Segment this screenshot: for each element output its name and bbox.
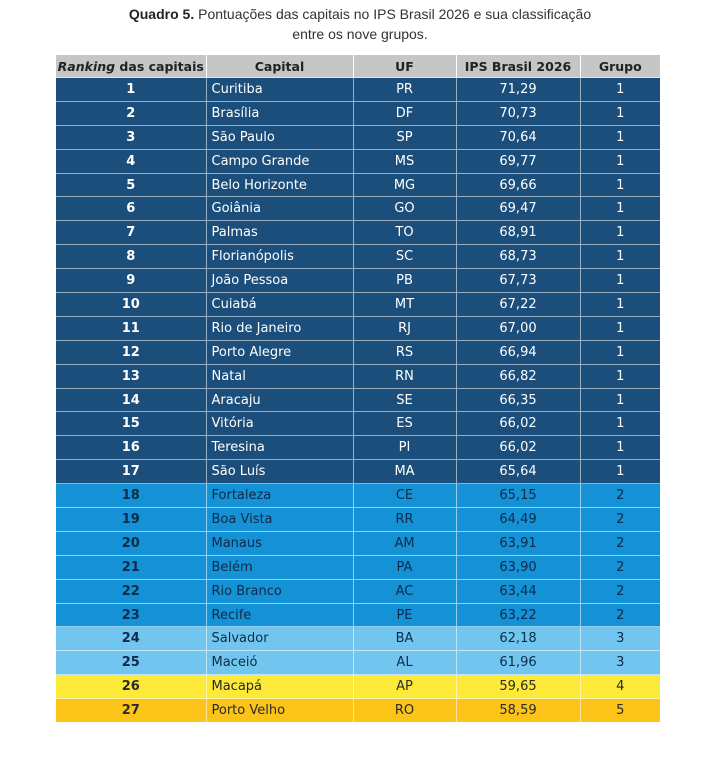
table-header-row <box>56 55 660 78</box>
table-row <box>56 508 660 532</box>
header-grupo: Grupo <box>580 55 660 78</box>
cell-uf: RR <box>353 508 456 532</box>
table-row <box>56 675 660 699</box>
table-row <box>56 221 660 245</box>
cell-capital: Rio de Janeiro <box>206 316 353 340</box>
cell-grupo: 1 <box>580 388 660 412</box>
cell-ips-score: 67,22 <box>456 293 580 317</box>
cell-capital: João Pessoa <box>206 269 353 293</box>
cell-grupo: 1 <box>580 316 660 340</box>
cell-capital: São Luís <box>206 460 353 484</box>
table-row <box>56 651 660 675</box>
cell-grupo: 1 <box>580 149 660 173</box>
cell-rank: 5 <box>56 173 206 197</box>
cell-capital: Florianópolis <box>206 245 353 269</box>
cell-capital: Vitória <box>206 412 353 436</box>
cell-uf: MG <box>353 173 456 197</box>
cell-capital: Curitiba <box>206 78 353 102</box>
cell-capital: Cuiabá <box>206 293 353 317</box>
header-ranking <box>56 55 206 78</box>
cell-ips-score: 65,64 <box>456 460 580 484</box>
cell-ips-score: 59,65 <box>456 675 580 699</box>
cell-capital: Campo Grande <box>206 149 353 173</box>
cell-rank: 14 <box>56 388 206 412</box>
cell-uf: PB <box>353 269 456 293</box>
cell-grupo: 1 <box>580 125 660 149</box>
table-caption <box>0 4 720 44</box>
cell-ips-score: 69,77 <box>456 149 580 173</box>
cell-capital: Porto Velho <box>206 699 353 722</box>
cell-rank: 4 <box>56 149 206 173</box>
cell-grupo: 4 <box>580 675 660 699</box>
cell-uf: ES <box>353 412 456 436</box>
cell-uf: RN <box>353 364 456 388</box>
cell-ips-score: 61,96 <box>456 651 580 675</box>
table-row <box>56 269 660 293</box>
cell-grupo: 1 <box>580 245 660 269</box>
caption-label: Quadro 5. <box>128 6 195 22</box>
cell-capital: Salvador <box>206 627 353 651</box>
cell-rank: 24 <box>56 627 206 651</box>
table-row <box>56 316 660 340</box>
table-row <box>56 436 660 460</box>
cell-uf: AL <box>353 651 456 675</box>
cell-grupo: 1 <box>580 269 660 293</box>
cell-ips-score: 69,66 <box>456 173 580 197</box>
cell-grupo: 2 <box>580 603 660 627</box>
cell-uf: SE <box>353 388 456 412</box>
cell-rank: 3 <box>56 125 206 149</box>
cell-capital: Boa Vista <box>206 508 353 532</box>
cell-capital: Aracaju <box>206 388 353 412</box>
cell-capital: Palmas <box>206 221 353 245</box>
cell-rank: 20 <box>56 531 206 555</box>
cell-capital: Fortaleza <box>206 484 353 508</box>
cell-capital: Teresina <box>206 436 353 460</box>
table-row <box>56 603 660 627</box>
cell-grupo: 2 <box>580 484 660 508</box>
cell-rank: 15 <box>56 412 206 436</box>
cell-uf: MT <box>353 293 456 317</box>
table-row <box>56 340 660 364</box>
table-row <box>56 579 660 603</box>
cell-rank: 16 <box>56 436 206 460</box>
cell-rank: 12 <box>56 340 206 364</box>
header-ips: IPS Brasil 2026 <box>456 55 580 78</box>
table-row <box>56 484 660 508</box>
caption-text-1: Pontuações das capitais no IPS Brasil 2026 e sua classificação <box>198 6 592 22</box>
cell-capital: Macapá <box>206 675 353 699</box>
cell-ips-score: 65,15 <box>456 484 580 508</box>
cell-uf: SP <box>353 125 456 149</box>
cell-grupo: 1 <box>580 78 660 102</box>
cell-ips-score: 62,18 <box>456 627 580 651</box>
header-ranking-italic: Ranking <box>57 58 116 74</box>
table-row <box>56 149 660 173</box>
cell-rank: 19 <box>56 508 206 532</box>
cell-rank: 2 <box>56 101 206 125</box>
cell-rank: 8 <box>56 245 206 269</box>
cell-capital: Belém <box>206 555 353 579</box>
cell-rank: 7 <box>56 221 206 245</box>
cell-grupo: 1 <box>580 293 660 317</box>
cell-ips-score: 67,00 <box>456 316 580 340</box>
table-row <box>56 245 660 269</box>
cell-capital: Belo Horizonte <box>206 173 353 197</box>
cell-rank: 10 <box>56 293 206 317</box>
cell-grupo: 3 <box>580 627 660 651</box>
table-row <box>56 78 660 102</box>
cell-uf: MA <box>353 460 456 484</box>
cell-uf: PI <box>353 436 456 460</box>
cell-ips-score: 58,59 <box>456 699 580 722</box>
header-capital: Capital <box>206 55 353 78</box>
cell-ips-score: 66,82 <box>456 364 580 388</box>
cell-capital: Maceió <box>206 651 353 675</box>
cell-grupo: 2 <box>580 579 660 603</box>
cell-uf: DF <box>353 101 456 125</box>
cell-rank: 18 <box>56 484 206 508</box>
cell-ips-score: 63,44 <box>456 579 580 603</box>
cell-rank: 11 <box>56 316 206 340</box>
cell-grupo: 3 <box>580 651 660 675</box>
cell-grupo: 1 <box>580 197 660 221</box>
cell-ips-score: 69,47 <box>456 197 580 221</box>
header-uf: UF <box>353 55 456 78</box>
table-row <box>56 197 660 221</box>
table-row <box>56 412 660 436</box>
table-row <box>56 364 660 388</box>
cell-rank: 9 <box>56 269 206 293</box>
cell-grupo: 2 <box>580 555 660 579</box>
cell-uf: PE <box>353 603 456 627</box>
cell-grupo: 2 <box>580 508 660 532</box>
cell-uf: MS <box>353 149 456 173</box>
cell-capital: Rio Branco <box>206 579 353 603</box>
cell-uf: AP <box>353 675 456 699</box>
cell-ips-score: 71,29 <box>456 78 580 102</box>
cell-uf: PR <box>353 78 456 102</box>
cell-capital: Manaus <box>206 531 353 555</box>
caption-line-2: entre os nove grupos. <box>292 26 428 42</box>
cell-uf: GO <box>353 197 456 221</box>
cell-rank: 17 <box>56 460 206 484</box>
cell-ips-score: 70,64 <box>456 125 580 149</box>
cell-capital: São Paulo <box>206 125 353 149</box>
cell-grupo: 1 <box>580 101 660 125</box>
table-row <box>56 125 660 149</box>
cell-ips-score: 68,91 <box>456 221 580 245</box>
cell-ips-score: 63,22 <box>456 603 580 627</box>
cell-capital: Natal <box>206 364 353 388</box>
cell-ips-score: 64,49 <box>456 508 580 532</box>
cell-grupo: 1 <box>580 460 660 484</box>
table-row <box>56 293 660 317</box>
cell-capital: Brasília <box>206 101 353 125</box>
cell-rank: 22 <box>56 579 206 603</box>
cell-ips-score: 68,73 <box>456 245 580 269</box>
cell-uf: PA <box>353 555 456 579</box>
cell-uf: SC <box>353 245 456 269</box>
cell-grupo: 1 <box>580 436 660 460</box>
cell-uf: CE <box>353 484 456 508</box>
cell-ips-score: 70,73 <box>456 101 580 125</box>
cell-capital: Porto Alegre <box>206 340 353 364</box>
cell-rank: 26 <box>56 675 206 699</box>
cell-uf: TO <box>353 221 456 245</box>
cell-ips-score: 66,35 <box>456 388 580 412</box>
cell-grupo: 2 <box>580 531 660 555</box>
table-row <box>56 173 660 197</box>
cell-rank: 23 <box>56 603 206 627</box>
cell-ips-score: 67,73 <box>456 269 580 293</box>
cell-ips-score: 66,94 <box>456 340 580 364</box>
cell-rank: 6 <box>56 197 206 221</box>
cell-rank: 1 <box>56 78 206 102</box>
cell-ips-score: 63,90 <box>456 555 580 579</box>
cell-uf: BA <box>353 627 456 651</box>
cell-rank: 25 <box>56 651 206 675</box>
cell-grupo: 1 <box>580 173 660 197</box>
header-ranking-rest: das capitais <box>115 58 204 74</box>
cell-uf: RO <box>353 699 456 722</box>
caption-line-1 <box>0 4 720 24</box>
cell-uf: RS <box>353 340 456 364</box>
cell-grupo: 5 <box>580 699 660 722</box>
ips-ranking-table <box>56 55 660 722</box>
cell-ips-score: 66,02 <box>456 436 580 460</box>
cell-grupo: 1 <box>580 221 660 245</box>
table-row <box>56 388 660 412</box>
cell-uf: AM <box>353 531 456 555</box>
table-row <box>56 101 660 125</box>
table-row <box>56 627 660 651</box>
cell-rank: 21 <box>56 555 206 579</box>
cell-rank: 13 <box>56 364 206 388</box>
cell-uf: RJ <box>353 316 456 340</box>
table-row <box>56 555 660 579</box>
cell-ips-score: 66,02 <box>456 412 580 436</box>
cell-uf: AC <box>353 579 456 603</box>
table-row <box>56 460 660 484</box>
table-row <box>56 531 660 555</box>
table-row <box>56 699 660 722</box>
cell-capital: Recife <box>206 603 353 627</box>
cell-ips-score: 63,91 <box>456 531 580 555</box>
cell-grupo: 1 <box>580 340 660 364</box>
cell-grupo: 1 <box>580 364 660 388</box>
cell-capital: Goiânia <box>206 197 353 221</box>
cell-rank: 27 <box>56 699 206 722</box>
cell-grupo: 1 <box>580 412 660 436</box>
